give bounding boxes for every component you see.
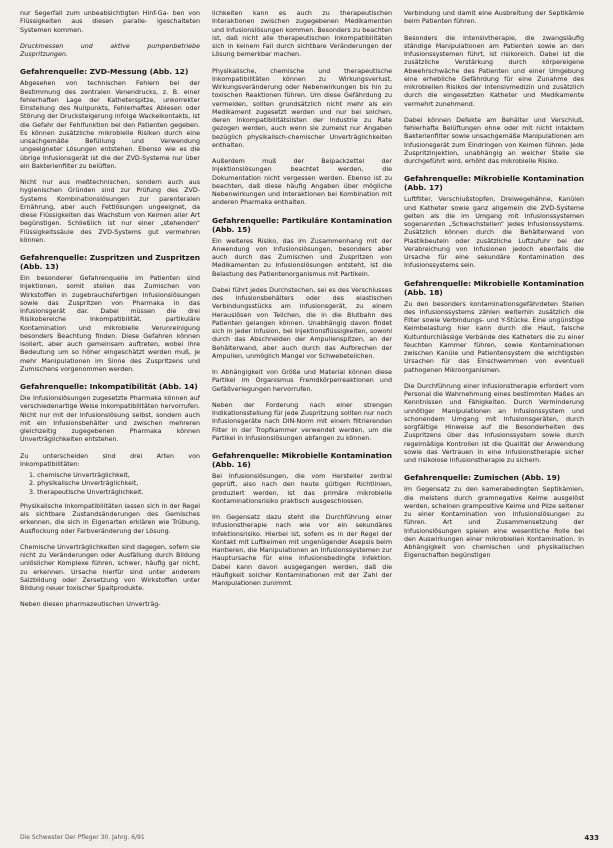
- section-heading: Gefahrenquelle: Mikrobielle Kontamination (Abb. 17): [404, 174, 584, 193]
- paragraph: Im Gegensatz zu den kamerabedingten Septikämien, die meistens durch gramnegative Keime ausgelöst werden, scheinen grampositive Keime und Pilze seltener zu einer Kontamination von Infusionslösungen zu führen. Art und Zusammensetzung der Infusionslösungen spielen eine wesentliche Rolle bei den Auswirkungen einer mikrobiellen Kontamination. In Abhängigkeit von chemischen und physikalischen Eigenschaften begünstigen: [404, 486, 584, 560]
- section-heading: Gefahrenquelle: Partikuläre Kontamination (Abb. 15): [212, 215, 392, 234]
- paragraph: Besonders die Intensivtherapie, die zwangsläufig ständige Manipulationen am Patienten sowie an den Infusionssystemen führt, ist risikoreich. Dabei ist die zusätzliche Verstärkung durch körpereigene Abwehrschwäche des Patienten und einer Umgebung eine erhebliche Gefährdung für eine Zunahme des mikrobiellen Risikos der Intensivmedizin und zusätzlich durch die eingesetzten Katheter und Medikamente vermehrt zunehmend.: [404, 34, 584, 108]
- section-heading: Gefahrenquelle: Zuspritzen und Zuspritzen (Abb. 13): [20, 253, 200, 271]
- page-number: 433: [584, 834, 599, 842]
- paragraph: Ein weiteres Risiko, das im Zusammenhang mit der Anwendung von Infusionslösungen, besonders aber auch durch das Zumischen und Zuspritzen von Medikamenten zu Infusionslösungen entsteht, ist die Belastung des Patientenorganismus mit Partikeln.: [212, 237, 392, 278]
- paragraph: Nicht nur aus meßtechnischen, sondern auch aus hygienischen Gründen sind zur Prüfung des ZVD-Systems Kombinationslösungen zur parenteralen Ernährung, aber auch Fettlösungen ungeeignet, da diese Flüssigkeiten das Wachstum von Keimen aller Art begünstigen. Schließlich ist nur einer „stehenden“ Flüssigkeitssäule des ZVD-Systems gut vermehren können.: [20, 179, 200, 244]
- paragraph: Abgesehen von technischen Fehlern bei der Bestimmung des zentralen Venendrucks, z. B. einer fehlerhaften Lage der Katheterspitze, unkorrekter Einstellung des Nullpunkts, Fehlerhaftes Ablesen oder Störung der Drucksteigerung infolge Wackelkontakts, ist die Gefahr der Fehlfunktion bei den Patienten gegeben. Es können zusätzliche mikrobielle Risiken durch eine unsachgemäße Befüllung und Verwendung ungeeigneter Lösungen entstehen. Ebenso wie es die übrige Infusionsgerät ist die der ZVD-Systeme nur über ein Bakterienfilter zu belüften.: [20, 80, 200, 170]
- paragraph: Chemische Unverträglichkeiten sind dagegen, sofern sie nicht zu Veränderungen oder Ausfällung durch Bildung unlöslicher Komplexe führen, schwer, häufig gar nicht, zu erkennen. Ursache hierfür sind unter anderem Salzbildung oder Zersetzung von Wirkstoffen unter Bildung neuer toxischer Spaltprodukte.: [20, 543, 200, 592]
- paragraph: Luftfilter, Verschlußstopfen, Dreiwegehähne, Kanülen und Katheter sowie ganz allgemein die ZVD-Systeme gelten als die im Umgang mit Infusionssystemen sogenannten „Schwachstellen“ jedes Infusionssystems. Zusätzlich können durch die Behälterwand von Plastikbeuteln oder zusätzliche Luftzufuhr bei der Verabreichung von Infusionen jedoch ebenfalls die Ursache für eine sekundäre Kontamination des Infusionssystems sein.: [404, 196, 584, 270]
- column-3: [404, 10, 584, 832]
- paragraph: In Abhängigkeit von Größe und Material können diese Partikel im Organismus Fremdkörperreaktionen und Gefäßverlegungen hervorrufen.: [212, 369, 392, 393]
- paragraph: Neben diesen pharmazeutischen Unverträg-: [20, 601, 161, 609]
- paragraph: Physikalische, chemische und therapeutische Inkompatibilitäten können zu Wirkungsverlust, Wirkungsveränderung oder Nebenwirkungen bis hin zu toxischen Reaktionen führen. Um diese Gefährdung zu vermeiden, sollten grundsätzlich nicht mehr als ein Medikament zugesetzt werden und nur bei solchen, deren Inkompatibilitätslisten der Industrie zu Rate gezogen werden, auch wenn sie zumeist nur Angaben bezüglich physikalisch-chemischer Unverträglichkeiten enthalten.: [212, 67, 392, 149]
- section-heading: Gefahrenquelle: Inkompatibilität (Abb. 14): [20, 382, 198, 391]
- paragraph: Außerdem muß der Beipackzettel der Injektionslösungen beachtet werden, die Dokumentation nicht vergessen werden. Ebenso ist zu beachten, daß diese häufig Angaben über mögliche Nebenwirkungen und Interaktionen bei Kombination mit anderen Pharmaka enthalten.: [212, 158, 392, 207]
- paragraph: nur Segerfall zum unbeabsichtigten Hinf-Ga- ben von Flüssigkeiten aus diesen paralle- lgeschalteten Systemen kommen.: [20, 10, 200, 34]
- section-heading: Gefahrenquelle: Mikrobielle Kontamination (Abb. 16): [212, 451, 392, 469]
- column-2: [212, 10, 392, 832]
- list-item: 1. chemische Unverträglichkeit,: [29, 472, 130, 479]
- paragraph: Physikalische Inkompatibilitäten lassen sich in der Regel als sichtbare Zustandsänderungen des Gemisches erkennen, die sich in Eigenarten erklären wie Trübung, Ausflockung oder Farbveränderung der Lösung.: [20, 502, 200, 535]
- paragraph: Dabei können Defekte am Behälter und Verschluß, fehlerhafte Belüftungen ohne oder mit nicht intaktem Bakterienfilter sowie unsachgemäße Manipulationen am Infusionsgerät zum Eindringen von Keimen führen. Jede Zuspritzinjektion, unabhängig an welcher Stelle sie durchgeführt wird, erhöht das mikrobielle Risiko.: [404, 116, 584, 165]
- italic-paragraph: Druckmessen und aktive pumpenbetriebe Zuspritzungen.: [20, 42, 200, 58]
- paragraph: Dabei führt jedes Durchstechen, sei es des Verschlusses des Infusionsbehälters oder des elastischen Verbindungsstücks am Infusionsgerät, zu einem Herauslösen von Teilchen, die in die Blutbahn des Patienten gelangen können. Unabhängig davon findet sich in jeder Infusion, bei Injektionsflüssigkeiten, sowohl durch das Abschneiden der Ampullenspitzen, an der Behälterwand, aber auch durch das Aufbrechen der Ampullen, unmöglich Mangel vor Schwebeteilchen.: [212, 286, 392, 360]
- text-columns: [20, 10, 599, 832]
- incompatibility-list: [20, 472, 200, 497]
- journal-citation: Die Schwester Der Pfleger 30. Jahrg. 6/91: [20, 834, 145, 841]
- paragraph: Neben der Forderung nach einer strengen Indikationsstellung für jede Zuspritzung sollten nur noch Infusionsgeräte nach DIN-Norm mit einem filtrierenden Filter in der Tropfkammer verwendet werden, um die Partikel in Infusionslösungen abfangen zu können.: [212, 401, 392, 442]
- list-item: 2. physikalische Unverträglichkeit,: [29, 480, 139, 488]
- paragraph: Die Durchführung einer Infusionstherapie erfordert vom Personal die Wahrnehmung eines bestimmten Maßes an Kenntnissen und Fähigkeiten. Durch Verminderung unnötiger Manipulationen an Infusionssystem und schonendem Umgang mit Infusionsgeräten, durch sorgfältige Hinweise auf die Besonderheiten des Zuspritzens über das Infusionssystem sowie durch regelmäßige Kontrollen ist die Qualität der Anwendung sowie das Vertrauen in eine Infusionstherapie sicher und risikolose Infusionstherapie zu sichern.: [404, 382, 584, 464]
- column-1: [20, 10, 200, 832]
- page-footer: [20, 834, 599, 842]
- paragraph: lichkeiten kann es auch zu therapeutischen Interaktionen zwischen zugegebenen Medikamenten und Infusionslösungen kommen. Besonders zu beachten ist, daß nicht alle therapeutischen Inkompatibilitäten sich in keinem Fall durch sichtbare Veränderungen der Lösung bemerkbar machen.: [212, 10, 392, 59]
- section-heading: Gefahrenquelle: Mikrobielle Kontamination (Abb. 18): [404, 278, 584, 297]
- paragraph: Im Gegensatz dazu steht die Durchführung einer Infusionstherapie nach wie vor ein sekundäres Infektionsrisiko. Hierbei ist, sofern es in der Regel der Kontakt mit Luftkeimen mit ungenügender Asepsis beim Hantieren, die Manipulationen an Infusionssystemen zur Hauptursache für eine infusionsbedingte Infektion. Dabei kann davon ausgegangen werden, daß die Häufigkeit solcher Kontaminationen mit der Zahl der Manipulationen zunimmt.: [212, 514, 392, 587]
- list-item: 3. therapeutische Unverträglichkeit.: [29, 488, 144, 496]
- paragraph: Bei Infusionslösungen, die vom Hersteller zentral geprüft, also nach den heute gültigen Richtlinien, produziert werden, ist das primäre mikrobielle Kontaminationsrisiko praktisch ausgeschlossen.: [212, 473, 392, 505]
- paragraph: Verbindung und damit eine Ausbreitung der Septikämie beim Patienten führen.: [404, 10, 584, 26]
- paragraph: Die Infusionslösungen zugesetzte Pharmaka können auf verschiedenartige Weise Inkompatibilitäten hervorrufen. Nicht nur mit der Infusionslösung selbst, sondern auch mit ein Infusionsbehälter und zwischen mehreren gleichzeitig zugegebenen Pharmaka können Unverträglichkeiten entstehen.: [20, 395, 200, 444]
- paragraph: Zu unterscheiden sind drei Arten von Inkompatibilitäten:: [20, 452, 200, 468]
- section-heading: Gefahrenquelle: ZVD-Messung (Abb. 12): [20, 67, 189, 77]
- paragraph: Ein besonderer Gefahrenquelle im Patienten sind Injektionen, somit stellen das Zumischen von Wirkstoffen in zugebrauchsfertigen Infusionslösungen sowie das Zuspritzen von Pharmaka in das Infusionsgerät dar. Dabei müssen die drei Risikobereiche Inkompatibilität, partikuläre Kontamination und mikrobielle Verunreinigung besonders Beachtung finden. Diese Gefahren können isoliert, aber auch gemeinsam auftreten, wobei ihre Bedeutung um so höher eingeschätzt werden muß, je mehr Manipulationen im Sinne des Zuspritzens und Zumischens vorgenommen werden.: [20, 275, 200, 373]
- paragraph: Zu den besonders kontaminationsgefährdeten Stellen des Infusionssystems zählen weiterhin zusätzlich die Filter sowie Verbindungs- und Y-Stücke. Eine ungünstige Keimbelastung hier kann durch die Haut, falsche Kulturdurchlässige Verbände des Katheters die zu einer feuchten Kammer führen, sowie Kontaminationen zwischen Kanüle und Patientensystem die wichtigsten Ursachen für das Einschwemmen von eventuell pathogenen Mikroorganismen.: [404, 300, 584, 374]
- section-heading: Gefahrenquelle: Zumischen (Abb. 19): [404, 473, 561, 483]
